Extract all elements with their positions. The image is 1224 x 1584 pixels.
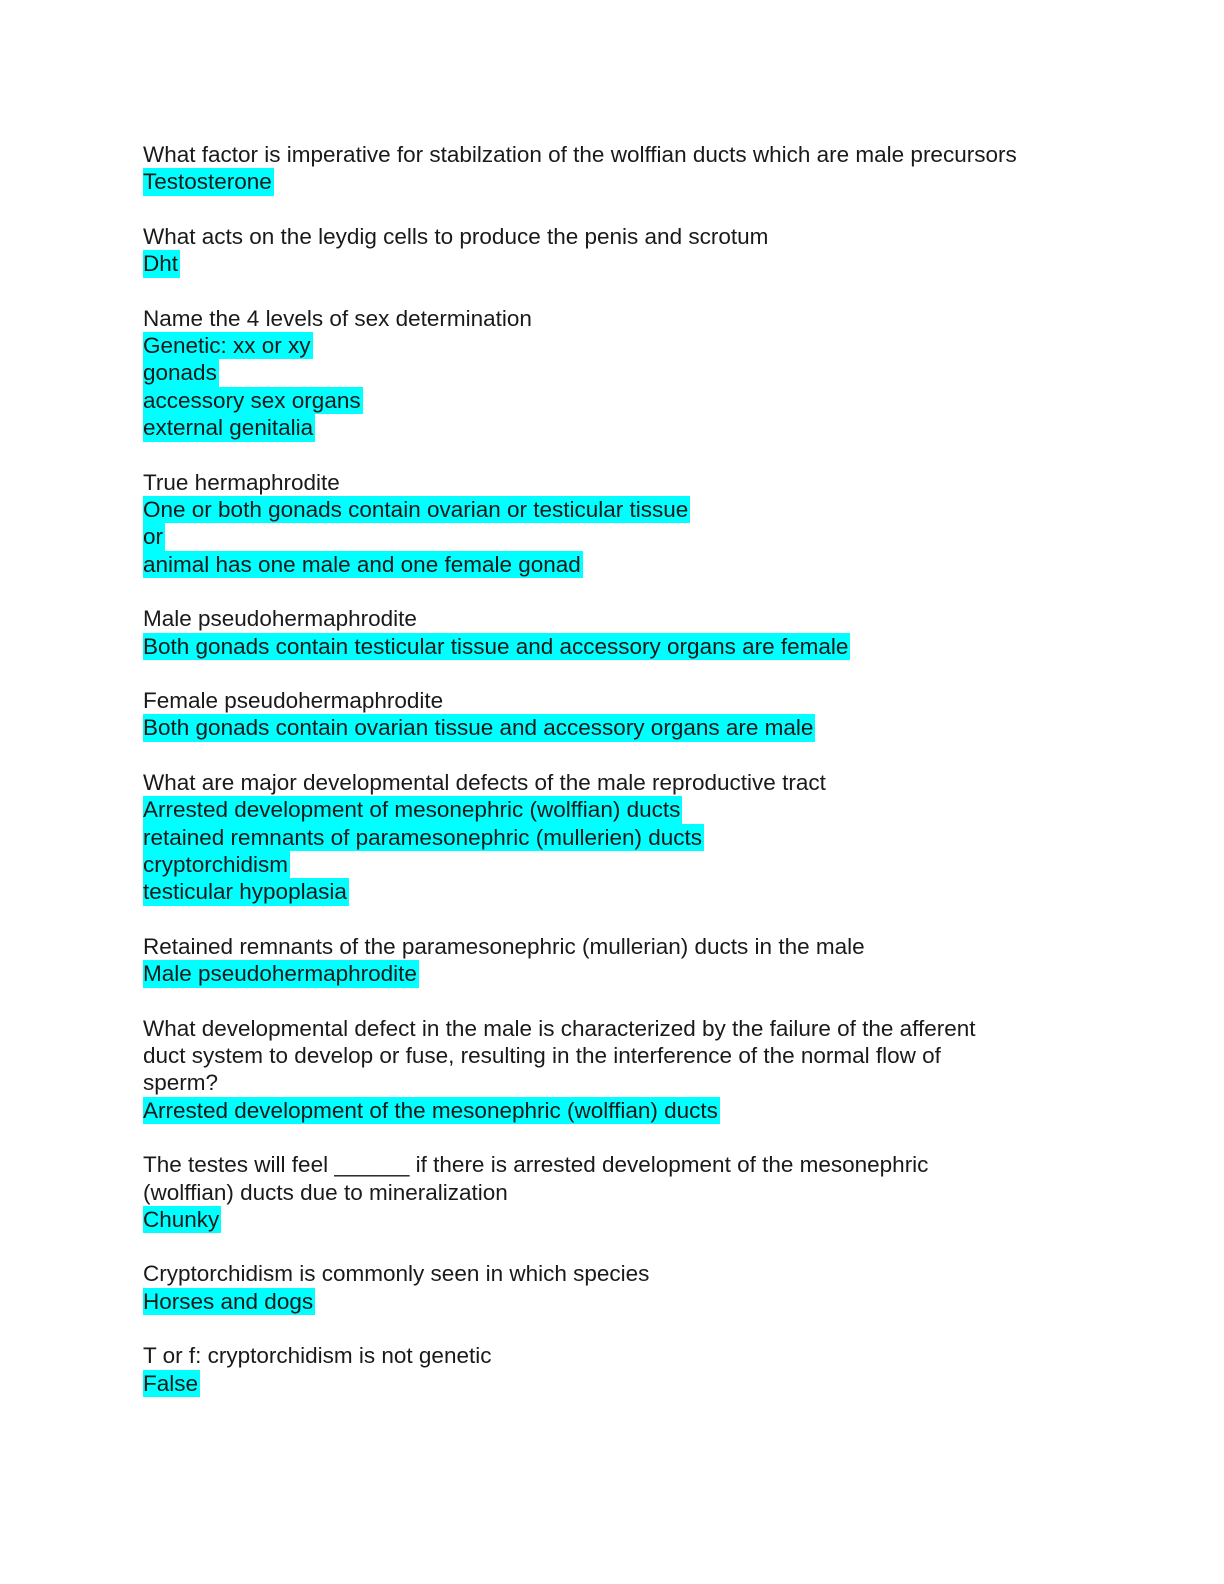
question-text: Name the 4 levels of sex determination [143, 305, 532, 331]
answer-text: or [143, 524, 164, 550]
question-text: What developmental defect in the male is characterized by the failure of the afferent [143, 1015, 976, 1041]
question-text: T or f: cryptorchidism is not genetic [143, 1343, 492, 1369]
question-text: (wolffian) ducts due to mineralization [143, 1179, 508, 1205]
answer-text: One or both gonads contain ovarian or testicular tissue [143, 496, 689, 522]
answer-text: Arrested development of the mesonephric (wolffian) ducts [143, 1097, 718, 1123]
answer-text: cryptorchidism [143, 851, 289, 877]
answer-text: Arrested development of mesonephric (wolffian) ducts [143, 797, 681, 823]
question-text: True hermaphrodite [143, 469, 340, 495]
answer-text: Testosterone [143, 169, 272, 195]
answer-text: retained remnants of paramesonephric (mullerien) ducts [143, 824, 703, 850]
answer-text: Dht [143, 251, 179, 277]
qa-block [143, 305, 1103, 442]
answer-text: False [143, 1370, 199, 1396]
answer-text: Horses and dogs [143, 1288, 314, 1314]
answer-text: Both gonads contain ovarian tissue and accessory organs are male [143, 715, 814, 741]
question-text: Retained remnants of the paramesonephric (mullerian) ducts in the male [143, 933, 865, 959]
answer-text: external genitalia [143, 415, 314, 441]
answer-text: accessory sex organs [143, 387, 361, 413]
answer-text: Chunky [143, 1206, 220, 1232]
qa-block [143, 1151, 1103, 1233]
qa-block [143, 933, 1103, 988]
answer-text: Both gonads contain testicular tissue and accessory organs are female [143, 633, 849, 659]
qa-block [143, 1260, 1103, 1315]
qa-block [143, 687, 1103, 742]
question-text: What factor is imperative for stabilzation of the wolffian ducts which are male precursors [143, 142, 1017, 167]
answer-text: Male pseudohermaphrodite [143, 961, 417, 987]
question-text: Female pseudohermaphrodite [143, 687, 444, 713]
qa-block [143, 769, 1103, 906]
question-text: What are major developmental defects of the male reproductive tract [143, 769, 826, 795]
qa-block [143, 141, 1103, 196]
qa-block [143, 469, 1103, 579]
qa-block [143, 605, 1103, 660]
answer-text: Genetic: xx or xy [143, 333, 311, 358]
answer-text: testicular hypoplasia [143, 879, 347, 905]
question-text: Cryptorchidism is commonly seen in which species [143, 1261, 650, 1287]
question-text: duct system to develop or fuse, resulting in the interference of the normal flow of [143, 1042, 941, 1068]
answer-text: gonads [143, 360, 217, 386]
question-text: What acts on the leydig cells to produce the penis and scrotum [143, 223, 769, 249]
question-text: Male pseudohermaphrodite [143, 606, 417, 632]
qa-block [143, 1015, 1103, 1125]
question-text: The testes will feel ______ if there is arrested development of the mesonephric [143, 1152, 929, 1178]
qa-block [143, 223, 1103, 278]
document-page [143, 141, 1103, 1424]
question-text: sperm? [143, 1070, 219, 1096]
qa-block [143, 1342, 1103, 1397]
answer-text: animal has one male and one female gonad [143, 551, 581, 577]
